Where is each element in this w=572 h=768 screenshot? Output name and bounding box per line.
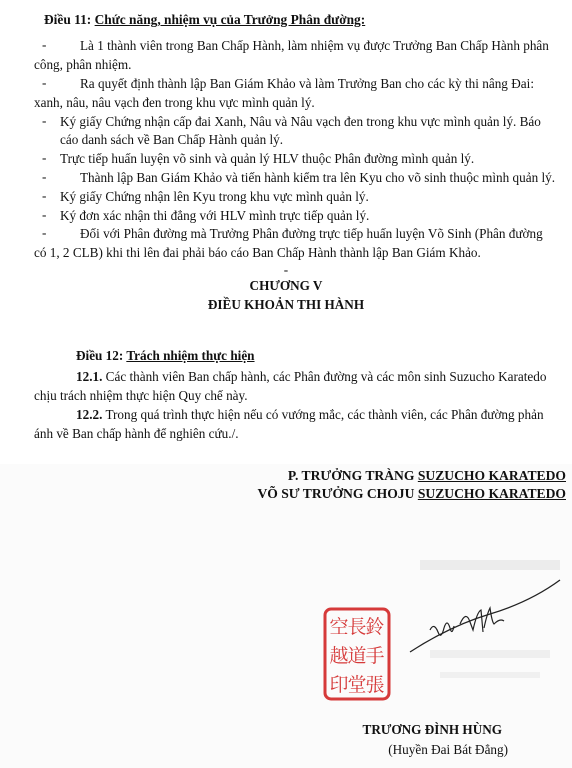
article-11-title: Chức năng, nhiệm vụ của Trưởng Phân đường: — [94, 12, 366, 27]
article-11-line-11: Đối với Phân đường mà Trưởng Phân đường trực tiếp huấn luyện Võ Sinh (Phân đường — [80, 226, 543, 241]
bullet-dash: - — [42, 75, 47, 90]
article-11-line-6: cáo danh sách về Ban Chấp Hành quản lý. — [60, 132, 284, 147]
red-seal-stamp — [322, 606, 392, 702]
article-12-label: Điều 12: — [76, 348, 124, 363]
bullet-dash: - — [42, 188, 47, 203]
chapter-title: ĐIỀU KHOẢN THI HÀNH — [207, 297, 365, 312]
article-11-line-1: Là 1 thành viên trong Ban Chấp Hành, làm nhiệm vụ được Trưởng Ban Chấp Hành phân — [80, 38, 549, 53]
article-12-item-2-line-2: ánh về Ban chấp hành để nghiên cứu./. — [34, 426, 239, 441]
bullet-dash: - — [42, 169, 47, 184]
bullet-dash: - — [42, 225, 47, 240]
signer-title-1 — [288, 468, 566, 484]
separator-dash: - — [283, 262, 289, 277]
article-12-item-1-line-1 — [76, 368, 547, 385]
article-11-line-4: xanh, nâu, nâu vạch đen trong khu vực mình quản lý. — [34, 95, 315, 110]
bullet-dash: - — [42, 207, 47, 222]
article-11-line-12: có 1, 2 CLB) khi thi lên đai phải báo cáo Ban Chấp Hành thành lập Ban Giám Khảo. — [34, 245, 481, 260]
signer-rank: (Huyền Đai Bát Đẳng) — [388, 742, 508, 757]
seal-character: 道 — [347, 645, 367, 667]
article-11-line-7: Trực tiếp huấn luyện võ sinh và quản lý HLV thuộc Phân đường mình quản lý. — [60, 151, 475, 166]
seal-character: 長 — [347, 616, 367, 638]
seal-character: 印 — [329, 674, 349, 696]
item-number: 12.1. — [76, 369, 103, 384]
item-number: 12.2. — [76, 407, 103, 422]
seal-character: 張 — [365, 674, 385, 696]
bullet-dash: - — [42, 150, 47, 165]
article-12-item-1-line-2: chịu trách nhiệm thực hiện Quy chế này. — [34, 388, 248, 403]
article-11-line-9: Ký giấy Chứng nhận lên Kyu trong khu vực mình quản lý. — [60, 189, 369, 204]
bullet-dash: - — [42, 113, 47, 128]
article-11-line-2: công, phân nhiệm. — [34, 57, 132, 72]
article-12-heading — [76, 348, 255, 364]
article-11-line-5: Ký giấy Chứng nhận cấp đai Xanh, Nâu và Nâu vạch đen trong khu vực mình quản lý. Báo — [60, 114, 541, 129]
article-12-title: Trách nhiệm thực hiện — [126, 348, 255, 363]
title-org: SUZUCHO KARATEDO — [417, 486, 566, 501]
signer-name: TRƯƠNG ĐÌNH HÙNG — [362, 722, 502, 737]
article-11-line-8: Thành lập Ban Giám Khảo và tiến hành kiểm tra lên Kyu cho võ sinh thuộc mình quản lý. — [80, 170, 556, 185]
seal-character: 越 — [329, 645, 349, 667]
seal-character: 鈴 — [365, 616, 385, 638]
title-org: SUZUCHO KARATEDO — [417, 468, 566, 483]
seal-character: 堂 — [347, 674, 367, 696]
seal-character: 空 — [329, 616, 349, 638]
seal-character: 手 — [365, 645, 385, 667]
title-prefix: VÕ SƯ TRƯỞNG CHOJU — [257, 486, 415, 501]
article-11-label: Điều 11: — [44, 12, 92, 27]
article-11-line-10: Ký đơn xác nhận thi đẳng với HLV mình trực tiếp quản lý. — [60, 208, 370, 223]
article-11-heading — [44, 12, 365, 28]
handwritten-signature — [380, 572, 570, 672]
title-prefix: P. TRƯỞNG TRÀNG — [287, 468, 415, 483]
article-12-item-2-line-1 — [76, 406, 544, 423]
article-11-line-3: Ra quyết định thành lập Ban Giám Khảo và làm Trưởng Ban cho các kỳ thi nâng Đai: — [80, 76, 534, 91]
chapter-number: CHƯƠNG V — [249, 278, 323, 293]
bullet-dash: - — [42, 37, 47, 52]
item-text: Trong quá trình thực hiện nếu có vướng mắc, các thành viên, các Phân đường phản — [105, 407, 544, 422]
item-text: Các thành viên Ban chấp hành, các Phân đường và các môn sinh Suzucho Karatedo — [105, 369, 547, 384]
